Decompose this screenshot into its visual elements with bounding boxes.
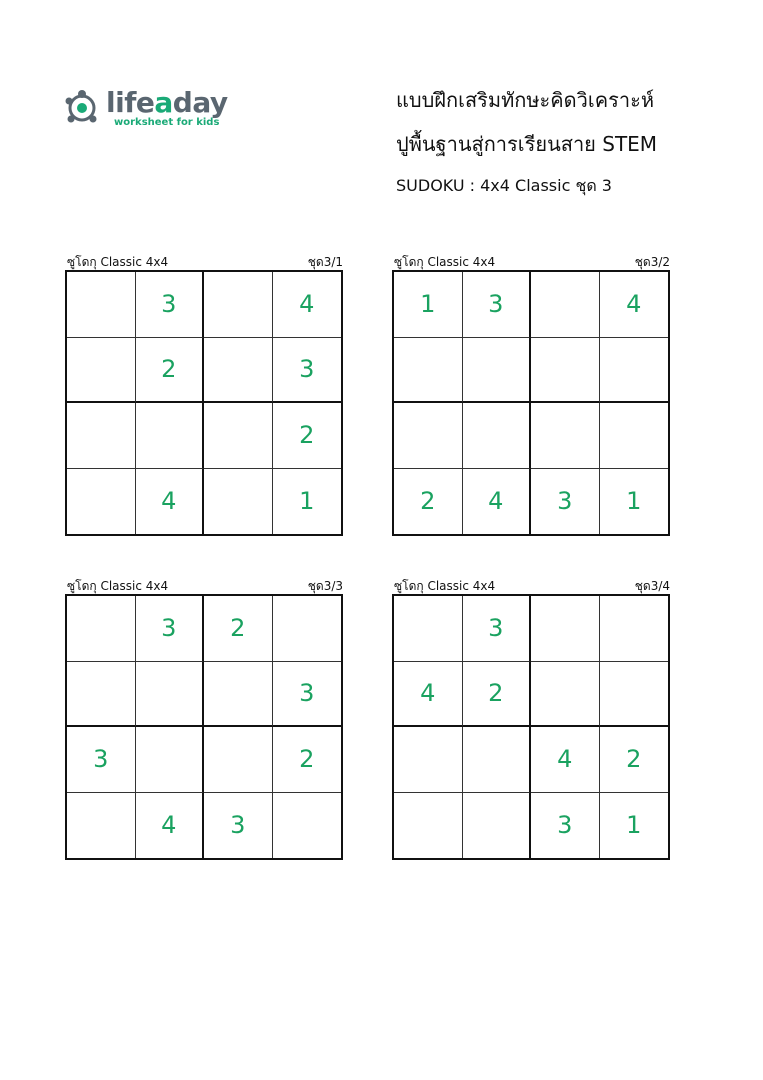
sudoku-given-cell: 4 — [273, 272, 342, 338]
sudoku-empty-cell[interactable] — [273, 596, 342, 662]
sudoku-given-cell: 2 — [600, 727, 669, 793]
sudoku-empty-cell[interactable] — [67, 338, 136, 404]
puzzle-title: ซูโดกุ Classic 4x4 — [394, 255, 496, 269]
sudoku-given-cell: 3 — [463, 596, 532, 662]
sudoku-given-cell: 3 — [273, 338, 342, 404]
sudoku-empty-cell[interactable] — [531, 596, 600, 662]
sudoku-grid — [392, 594, 670, 860]
sudoku-empty-cell[interactable] — [273, 793, 342, 859]
sudoku-grid — [392, 270, 670, 536]
sudoku-given-cell: 2 — [204, 596, 273, 662]
sudoku-empty-cell[interactable] — [136, 662, 205, 728]
sudoku-empty-cell[interactable] — [600, 338, 669, 404]
sudoku-grid — [65, 270, 343, 536]
sudoku-given-cell: 1 — [394, 272, 463, 338]
sudoku-empty-cell[interactable] — [394, 403, 463, 469]
sudoku-given-cell: 4 — [136, 469, 205, 535]
puzzle-set-number: ชุด3/4 — [634, 579, 670, 593]
sudoku-empty-cell[interactable] — [204, 727, 273, 793]
sudoku-empty-cell[interactable] — [600, 596, 669, 662]
sudoku-given-cell: 2 — [394, 469, 463, 535]
sudoku-empty-cell[interactable] — [531, 662, 600, 728]
sudoku-given-cell: 2 — [273, 727, 342, 793]
puzzle-set-number: ชุด3/3 — [307, 579, 343, 593]
sudoku-given-cell: 3 — [531, 469, 600, 535]
sudoku-given-cell: 4 — [463, 469, 532, 535]
sudoku-empty-cell[interactable] — [600, 403, 669, 469]
puzzle-title: ซูโดกุ Classic 4x4 — [67, 255, 169, 269]
sudoku-given-cell: 4 — [531, 727, 600, 793]
sudoku-empty-cell[interactable] — [204, 469, 273, 535]
sudoku-empty-cell[interactable] — [204, 403, 273, 469]
sudoku-empty-cell[interactable] — [463, 338, 532, 404]
sudoku-empty-cell[interactable] — [67, 793, 136, 859]
sudoku-empty-cell[interactable] — [67, 596, 136, 662]
sudoku-empty-cell[interactable] — [463, 403, 532, 469]
sudoku-given-cell: 1 — [626, 811, 642, 840]
sudoku-given-cell: 3 — [273, 662, 342, 728]
sudoku-empty-cell[interactable] — [463, 793, 532, 859]
sudoku-given-cell: 1 — [299, 487, 315, 516]
logo-wordmark-accent: a — [154, 86, 173, 119]
sudoku-given-cell: 3 — [531, 793, 600, 859]
sudoku-given-cell: 4 — [600, 272, 669, 338]
sudoku-given-cell: 3 — [67, 727, 136, 793]
sudoku-empty-cell[interactable] — [463, 727, 532, 793]
sudoku-empty-cell[interactable] — [394, 727, 463, 793]
sudoku-empty-cell[interactable] — [204, 662, 273, 728]
logo-wordmark — [106, 88, 228, 118]
worksheet-subtitle: ปูพื้นฐานสู่การเรียนสาย STEM — [396, 132, 658, 156]
sudoku-empty-cell[interactable] — [600, 662, 669, 728]
sudoku-given-cell: 2 — [136, 338, 205, 404]
worksheet-set-label: SUDOKU : 4x4 Classic ชุด 3 — [396, 176, 612, 195]
sudoku-empty-cell[interactable] — [136, 727, 205, 793]
sudoku-empty-cell[interactable] — [136, 403, 205, 469]
puzzle-caption — [392, 577, 672, 595]
sudoku-empty-cell[interactable] — [531, 272, 600, 338]
sudoku-empty-cell[interactable] — [204, 338, 273, 404]
logo-wordmark-main: life — [106, 86, 155, 119]
puzzle-caption — [65, 577, 345, 595]
logo — [62, 86, 232, 134]
sudoku-grid — [65, 594, 343, 860]
sudoku-empty-cell[interactable] — [394, 338, 463, 404]
sudoku-empty-cell[interactable] — [67, 403, 136, 469]
sudoku-empty-cell[interactable] — [204, 272, 273, 338]
puzzle-caption — [392, 253, 672, 271]
sudoku-given-cell: 3 — [204, 793, 273, 859]
sudoku-given-cell: 4 — [136, 793, 205, 859]
logo-tagline: worksheet for kids — [114, 117, 220, 128]
puzzle-set-number: ชุด3/2 — [634, 255, 670, 269]
molecule-icon — [62, 88, 102, 128]
sudoku-given-cell: 4 — [394, 662, 463, 728]
sudoku-given-cell: 3 — [136, 596, 205, 662]
sudoku-empty-cell[interactable] — [67, 469, 136, 535]
sudoku-empty-cell[interactable] — [67, 662, 136, 728]
sudoku-empty-cell[interactable] — [394, 793, 463, 859]
sudoku-given-cell: 3 — [463, 272, 532, 338]
logo-wordmark-tail: day — [172, 86, 228, 119]
sudoku-given-cell: 2 — [273, 403, 342, 469]
puzzle-title: ซูโดกุ Classic 4x4 — [394, 579, 496, 593]
sudoku-given-cell: 3 — [136, 272, 205, 338]
sudoku-given-cell: 1 — [626, 487, 642, 516]
sudoku-empty-cell[interactable] — [394, 596, 463, 662]
puzzle-caption — [65, 253, 345, 271]
puzzle-title: ซูโดกุ Classic 4x4 — [67, 579, 169, 593]
sudoku-empty-cell[interactable] — [67, 272, 136, 338]
puzzle-set-number: ชุด3/1 — [307, 255, 343, 269]
sudoku-given-cell: 2 — [463, 662, 532, 728]
sudoku-empty-cell[interactable] — [531, 403, 600, 469]
worksheet-title: แบบฝึกเสริมทักษะคิดวิเคราะห์ — [396, 88, 655, 112]
sudoku-empty-cell[interactable] — [531, 338, 600, 404]
